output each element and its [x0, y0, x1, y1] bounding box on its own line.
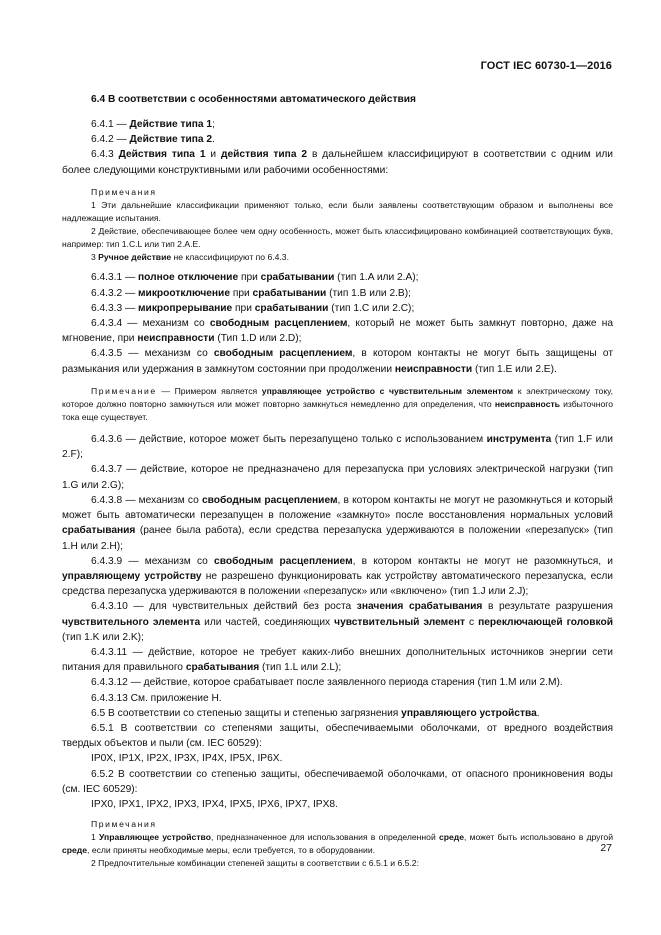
clause-6-4-3-5: 6.4.3.5 — механизм со свободным расцеплением, в котором контакты не могут быть защищены от размыкания или удержания в замкнутом состоянии при продолжении неисправности (тип 1.E или 2.E).: [62, 348, 613, 375]
ip-codes-water: IPX0, IPX1, IPX2, IPX3, IPX4, IPX5, IPX6, IPX7, IPX8.: [91, 798, 338, 810]
clause-6-4-3-2: 6.4.3.2 — микроотключение при срабатывании (тип 1.B или 2.B);: [91, 287, 411, 299]
notes-label-2: Примечания: [91, 819, 157, 830]
ip-codes-solids: IP0X, IP1X, IP2X, IP3X, IP4X, IP5X, IP6X.: [91, 753, 283, 765]
clause-6-4-3-12: 6.4.3.12 — действие, которое срабатывает после заявленного периода старения (тип 1.M или 2.M).: [91, 677, 563, 689]
page-number: 27: [600, 842, 612, 854]
clause-6-4-3-11: 6.4.3.11 — действие, которое не требует каких-либо внешних дополнительных источников энергии сети питания для правильного срабатывания (тип 1.L или 2.L);: [62, 646, 613, 674]
clause-6-4-3-7: 6.4.3.7 — действие, которое не предназначено для перезапуска при условиях электрической нагрузки (тип 1.G или 2.G);: [62, 464, 613, 491]
note-environment: 1 Управляющее устройство, предназначенное для использования в определенной среде, может быть использовано в другой среде, если приняты необходимые меры, если требуется, то в оборудовании.: [62, 832, 613, 856]
clause-6-4-2: 6.4.2 — Действие типа 2.: [91, 134, 215, 146]
clause-6-4-3-3: 6.4.3.3 — микропрерывание при срабатывании (тип 1.C или 2.C);: [91, 302, 415, 314]
notes-label: Примечания: [91, 186, 157, 197]
clause-6-4-3-13: 6.4.3.13 См. приложение H.: [91, 692, 222, 704]
clause-6-4-3-6: 6.4.3.6 — действие, которое может быть перезапущено только с использованием инструмента (тип 1.F или 2.F);: [62, 434, 614, 461]
clause-6-5: 6.5 В соответствии со степенью защиты и степенью загрязнения управляющего устройства.: [91, 707, 540, 719]
clause-6-5-1: 6.5.1 В соответствии со степенями защиты, обеспечиваемыми оболочками, от вредного воздействия твердых объектов и пыли (см. IEC 60529):: [62, 722, 613, 750]
section-title: 6.4 В соответствии с особенностями автоматического действия: [91, 94, 416, 105]
clause-6-4-3-9: 6.4.3.9 — механизм со свободным расцеплением, в котором контакты не могут не разомкнуться, и управляющему устройству не разрешено функционировать как устройству автоматического перезапуска, если средства перезапуска удерживаются в положении «перезапуск» или «включено» (тип 1.J или 2.J);: [62, 555, 613, 598]
clause-6-4-3-10: 6.4.3.10 — для чувствительных действий без роста значения срабатывания в результате разрушения чувствительного элемента или частей, соединяющих чувствительный элемент с переключающей головкой (тип 1.K или 2.K);: [62, 601, 613, 643]
note-3: 3 Ручное действие не классифицируют по 6.4.3.: [91, 252, 289, 263]
note-combinations: 2 Предпочтительные комбинации степеней защиты в соответствии с 6.5.1 и 6.5.2:: [91, 858, 419, 869]
clause-6-5-2: 6.5.2 В соответствии со степенью защиты, обеспечиваемой оболочками, от опасного проникновения воды (см. IEC 60529):: [62, 768, 613, 795]
clause-6-4-3: 6.4.3 Действия типа 1 и действия типа 2 в дальнейшем классифицируют в соответствии с одним или более следующими конструктивными или рабочими особенностями:: [62, 149, 613, 176]
document-header: ГОСТ IEC 60730-1—2016: [480, 60, 612, 72]
note-example: Примечание — Примером является управляющее устройство с чувствительным элементом к электрическому току, которое должно повторно замкнуться или может повторно замкнуться немедленно для определения, что неисправность избыточного тока еще существует.: [62, 385, 613, 422]
document-body: [62, 92, 613, 871]
note-2: 2 Действие, обеспечивающее более чем одну особенность, может быть классифицировано комбинацией соответствующих букв, например: тип 1.C.L или тип 2.A.E.: [62, 226, 613, 250]
note-1: 1 Эти дальнейшие классификации применяют только, если были заявлены соответствующим образом и выполнены все надлежащие испытания.: [62, 199, 613, 223]
clause-6-4-3-8: 6.4.3.8 — механизм со свободным расцеплением, в котором контакты не могут не разомкнуться и который может быть автоматически перезапущен в положение «замкнуто» после восстановления нормальных условий срабатывания (ранее была работа), если средства перезапуска удерживаются в положении «перезапуск» (тип 1.H или 2.H);: [62, 494, 613, 552]
clause-6-4-1: 6.4.1 — Действие типа 1;: [91, 119, 215, 130]
clause-6-4-3-4: 6.4.3.4 — механизм со свободным расцеплением, который не может быть замкнут повторно, даже на мгновение, при неисправности (Тип 1.D или 2.D);: [62, 317, 613, 345]
clause-6-4-3-1: 6.4.3.1 — полное отключение при срабатывании (тип 1.A или 2.A);: [91, 272, 419, 284]
